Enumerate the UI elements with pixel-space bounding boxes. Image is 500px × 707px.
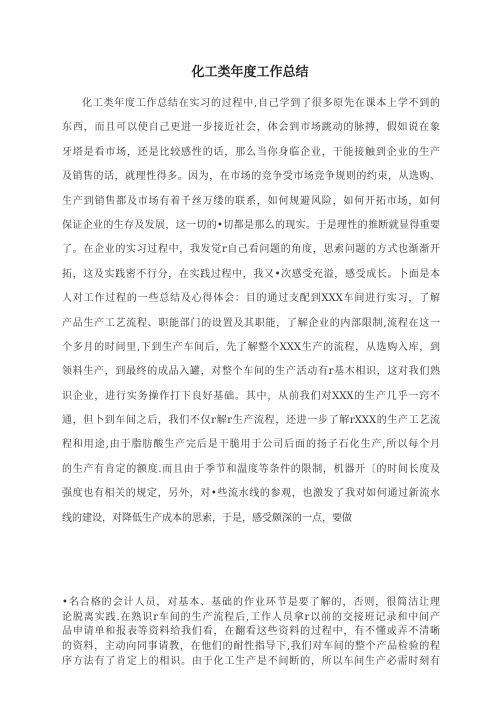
text-line: 化工类年度工作总结在实习的过程中,自己学到了很多原先在课本上学不到的 [82, 98, 440, 109]
text-line: 线的建设，对降低生产成本的思索，于是，感受颇深的一点，要做 [62, 512, 352, 524]
document-title: 化工类年度工作总结 [191, 65, 309, 80]
text-line: 及销售的话，就理性得多。因为，在市场的竞争受市场竞争规则的约束，从选购、 [62, 171, 440, 183]
text-line: 强度也有相关的规定，另外，对•些流水线的参观，也激发了我对如何通过新流水 [62, 488, 440, 500]
text-line: 保证企业的生存及发展，这一切的•切都是那么的现实。于是理性的推断就显得重要 [62, 219, 440, 231]
text-line: 了。在企业的实习过程中，我发觉r自己看问题的角度，思索问题的方式也渐渐开 [62, 244, 440, 256]
text-line: 识企业，进行实务操作打下良好基础。其中，从前我们对XXX的生产几乎一窍不 [62, 390, 440, 402]
text-line: 生产到销售都及市场有着千丝万缕的联系，如何规避风险，如何开拓市场，如何 [62, 195, 440, 207]
text-line: •名合格的会计人员，对基本、基础的作业环节是要了解的，否则，很简洁让理 [62, 597, 440, 608]
paragraph-continued [62, 596, 440, 669]
text-line: 品申请单和报表等资料给我们看，在翻看这些资料的过程中，有不懂或弄不清晰 [62, 626, 440, 638]
text-line: 通，但卜到车间之后，我们不仅r解r生产流程，还进一步了解rXXX的生产工艺流 [62, 415, 440, 427]
text-line: 的生产有肯定的额度.而且由于季节和温度等条件的限制，机器开〔的时间长度及 [62, 463, 440, 475]
text-line: 论脱离实践.在熟识r车间的生产流程后,工作人员拿r以前的交接班记录和中间产 [62, 611, 440, 623]
text-line: 的资料，主动向同事请教，在他们的耐性指导下,我们对车间的整个产品检验的程 [62, 641, 440, 653]
text-line: 序方法有了肯定上的相识。由于化工生产是不间断的，所以车间生产必需时刻有 [62, 655, 440, 667]
text-line: 个多月的时间里,下到生产车间后，先了解整个XXX生产的流程，从选购入库，到 [62, 341, 440, 353]
text-line: 产品生产工艺流程、职能部门的设置及其职能，了解企业的内部限制,流程在这一 [62, 317, 440, 329]
text-line: 拓，这及实践密不行分，在实践过程中，我又•次感受充溢，感受成长。卜面是本 [62, 268, 440, 280]
text-line: 领料生产，到最终的成品入罐，对整个车间的生产活动有r基木相识，这对我们熟 [62, 366, 440, 378]
paragraph-main [62, 92, 440, 531]
text-line: 程和用途,由于脂肪酸生产完后是干脆用于公司后面的扬子石化生产,所以每个月 [62, 439, 440, 451]
text-line: 牙塔是看市场，还是比较感性的话，那么当你身临企业，干能接触到企业的生产 [62, 146, 440, 158]
text-line: 人对工作过程的一些总结及心得体会：目的通过支配到XXX车间进行实习，了解 [62, 293, 440, 305]
text-line: 东西，而且可以使自己更进一步接近社会，体会到市场跳动的脉搏，假如说在象 [62, 122, 440, 134]
